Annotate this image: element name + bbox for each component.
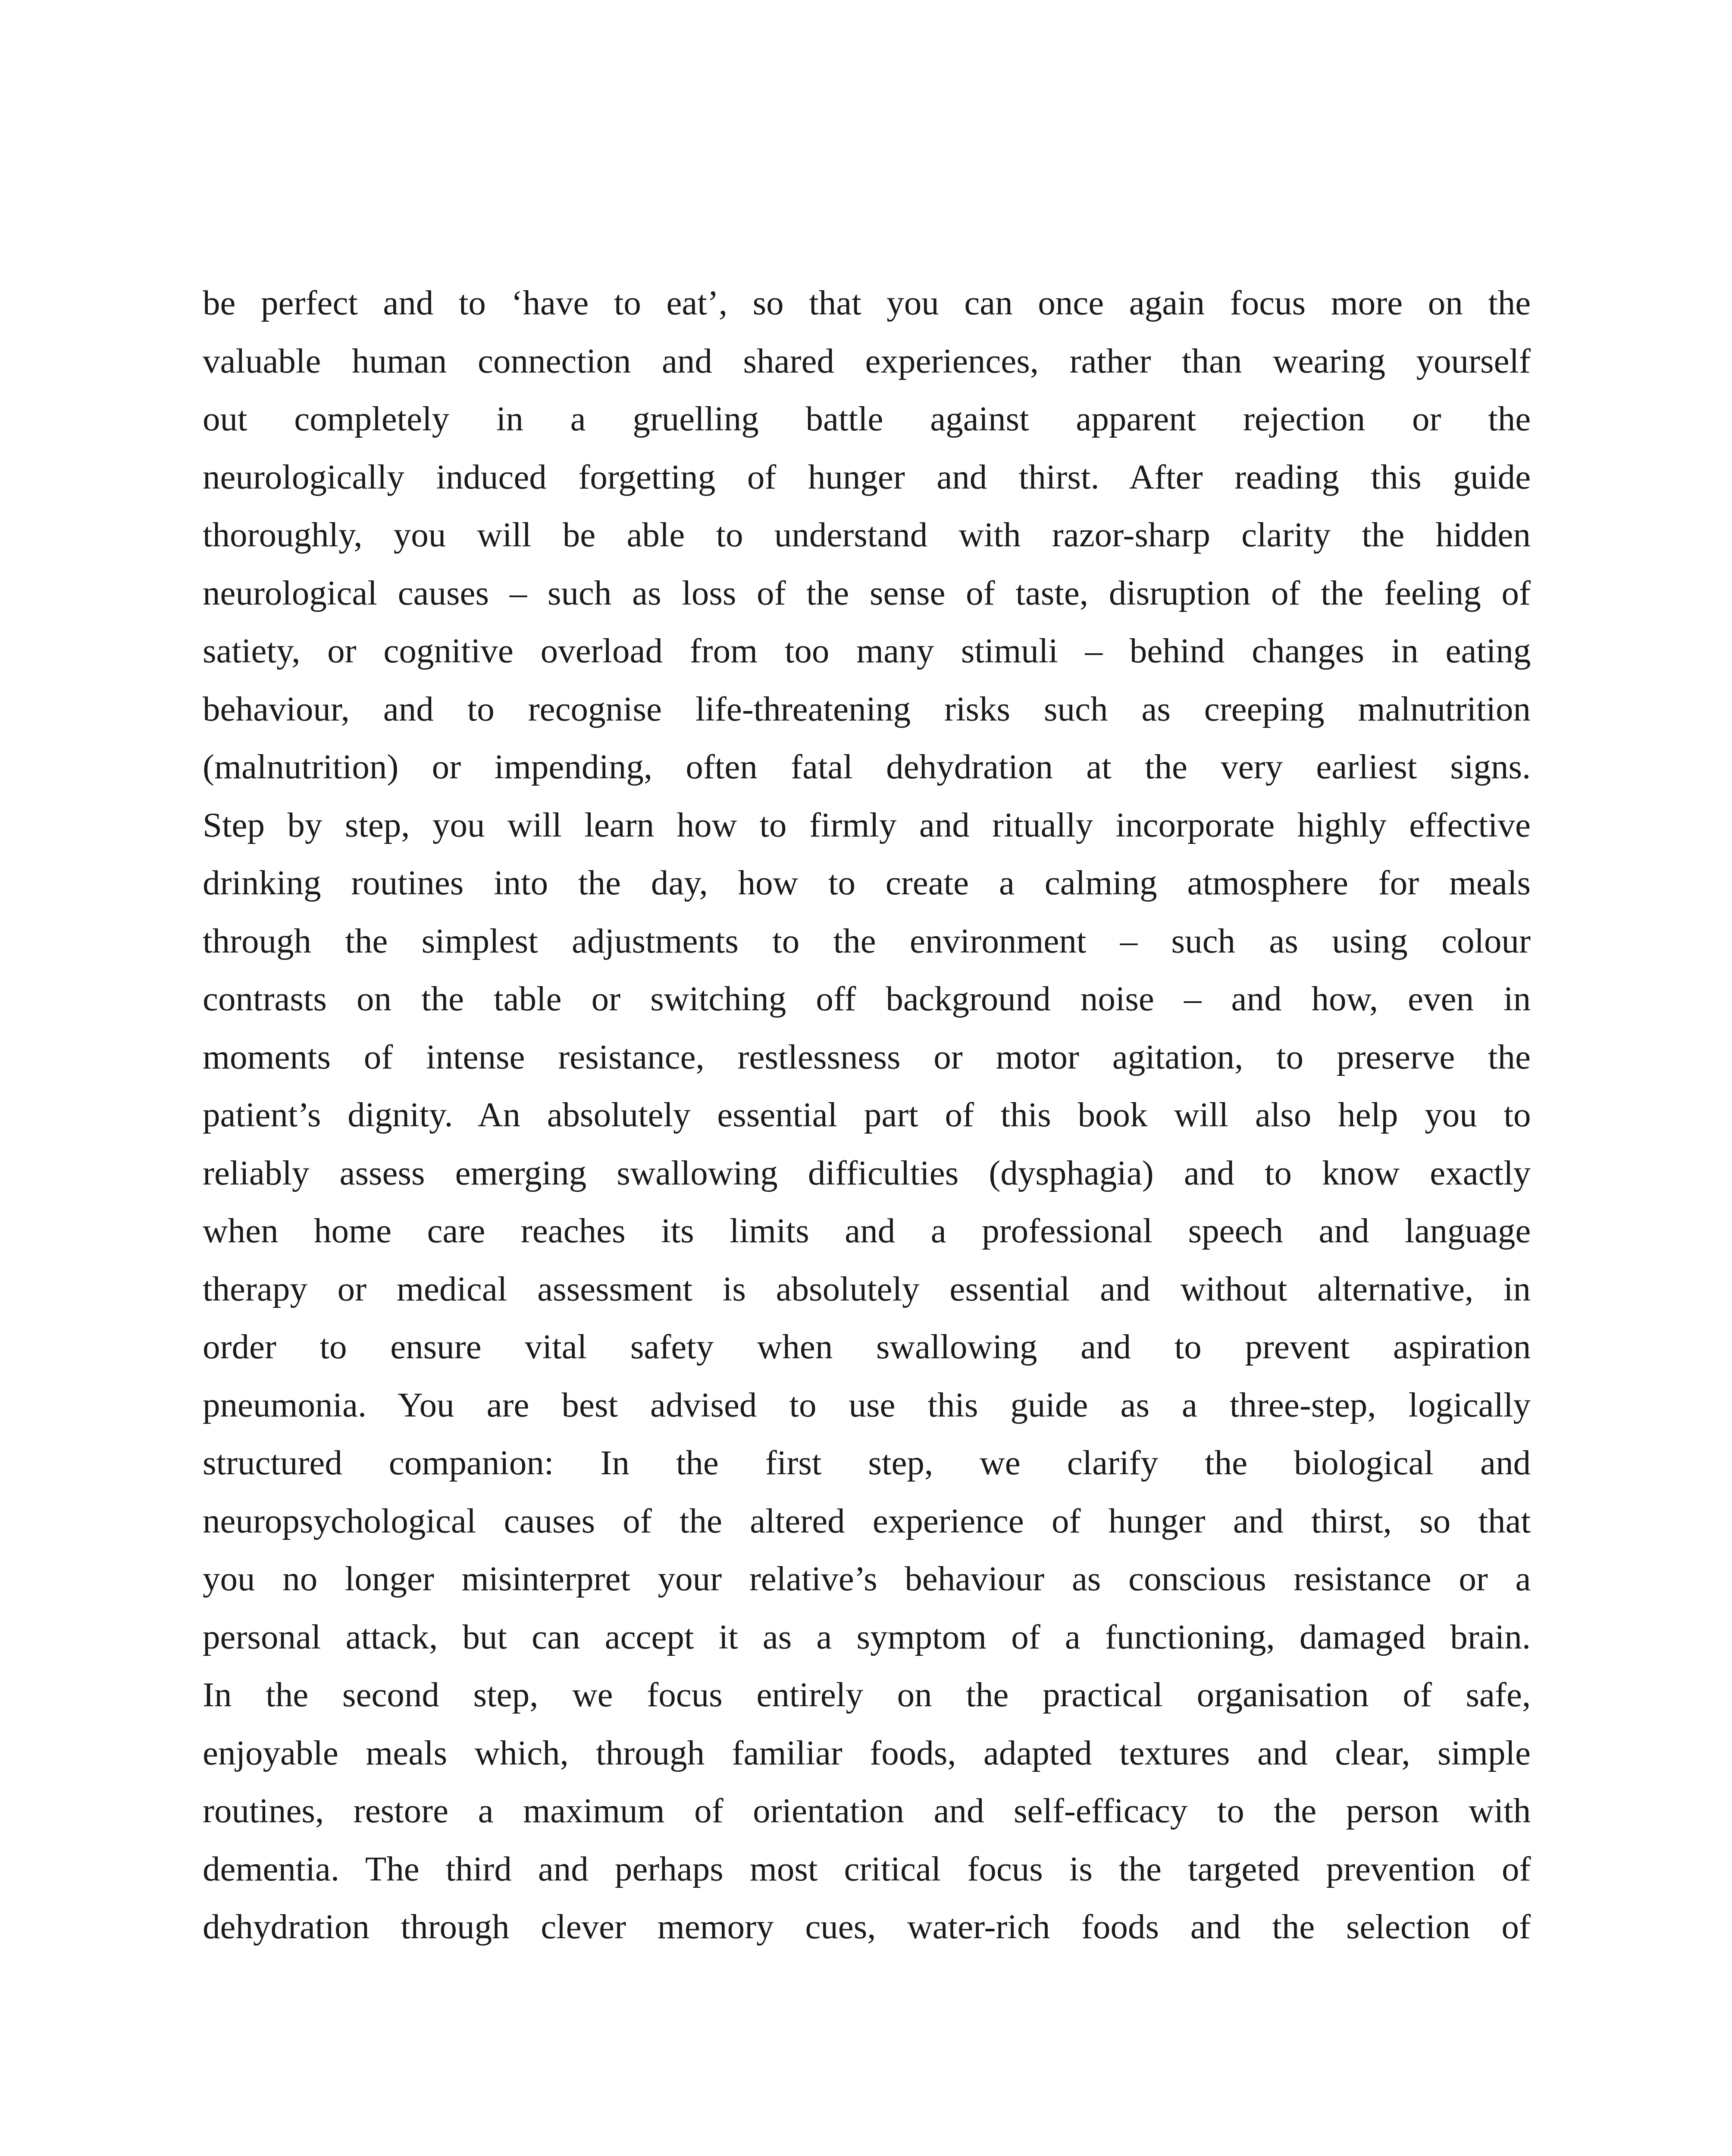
text-line: enjoyable meals which, through familiar foods, adapted textures and clear, simple — [203, 1733, 1531, 1772]
text-line: through the simplest adjustments to the environment – such as using colour — [203, 921, 1531, 960]
text-line: out completely in a gruelling battle against apparent rejection or the — [203, 399, 1531, 438]
text-line: personal attack, but can accept it as a symptom of a functioning, damaged brain. — [203, 1617, 1531, 1656]
text-line: thoroughly, you will be able to understand with razor-sharp clarity the hidden — [203, 515, 1531, 554]
text-line: drinking routines into the day, how to create a calming atmosphere for meals — [203, 863, 1531, 902]
text-line: when home care reaches its limits and a professional speech and language — [203, 1211, 1531, 1250]
text-line: be perfect and to ‘have to eat’, so that you can once again focus more on the — [203, 283, 1531, 322]
text-line: routines, restore a maximum of orientation and self-efficacy to the person with — [203, 1791, 1531, 1830]
text-line: (malnutrition) or impending, often fatal dehydration at the very earliest signs. — [203, 747, 1531, 786]
text-line: valuable human connection and shared experiences, rather than wearing yourself — [203, 341, 1531, 380]
text-line: contrasts on the table or switching off background noise – and how, even in — [203, 979, 1531, 1018]
text-line: behaviour, and to recognise life-threatening risks such as creeping malnutrition — [203, 689, 1531, 728]
text-line: neurologically induced forgetting of hunger and thirst. After reading this guide — [203, 457, 1531, 496]
text-line: patient’s dignity. An absolutely essential part of this book will also help you to — [203, 1095, 1531, 1134]
text-line: dementia. The third and perhaps most critical focus is the targeted prevention of — [203, 1849, 1531, 1888]
text-line: neuropsychological causes of the altered experience of hunger and thirst, so that — [203, 1501, 1531, 1540]
text-line: moments of intense resistance, restlessness or motor agitation, to preserve the — [203, 1037, 1531, 1076]
text-line: In the second step, we focus entirely on the practical organisation of safe, — [203, 1675, 1531, 1714]
text-line: satiety, or cognitive overload from too many stimuli – behind changes in eating — [203, 631, 1531, 670]
text-line: reliably assess emerging swallowing difficulties (dysphagia) and to know exactly — [203, 1153, 1531, 1192]
text-line: pneumonia. You are best advised to use this guide as a three-step, logically — [203, 1385, 1531, 1424]
text-line: order to ensure vital safety when swallowing and to prevent aspiration — [203, 1327, 1531, 1366]
text-line: structured companion: In the first step, we clarify the biological and — [203, 1443, 1531, 1482]
text-line: therapy or medical assessment is absolutely essential and without alternative, in — [203, 1269, 1531, 1308]
text-line: dehydration through clever memory cues, water-rich foods and the selection of — [203, 1907, 1531, 1946]
text-line: you no longer misinterpret your relative’s behaviour as conscious resistance or a — [203, 1559, 1531, 1598]
body-paragraph — [203, 274, 1531, 1956]
text-line: Step by step, you will learn how to firmly and ritually incorporate highly effective — [203, 805, 1531, 844]
text-line: neurological causes – such as loss of the sense of taste, disruption of the feeling of — [203, 573, 1531, 612]
